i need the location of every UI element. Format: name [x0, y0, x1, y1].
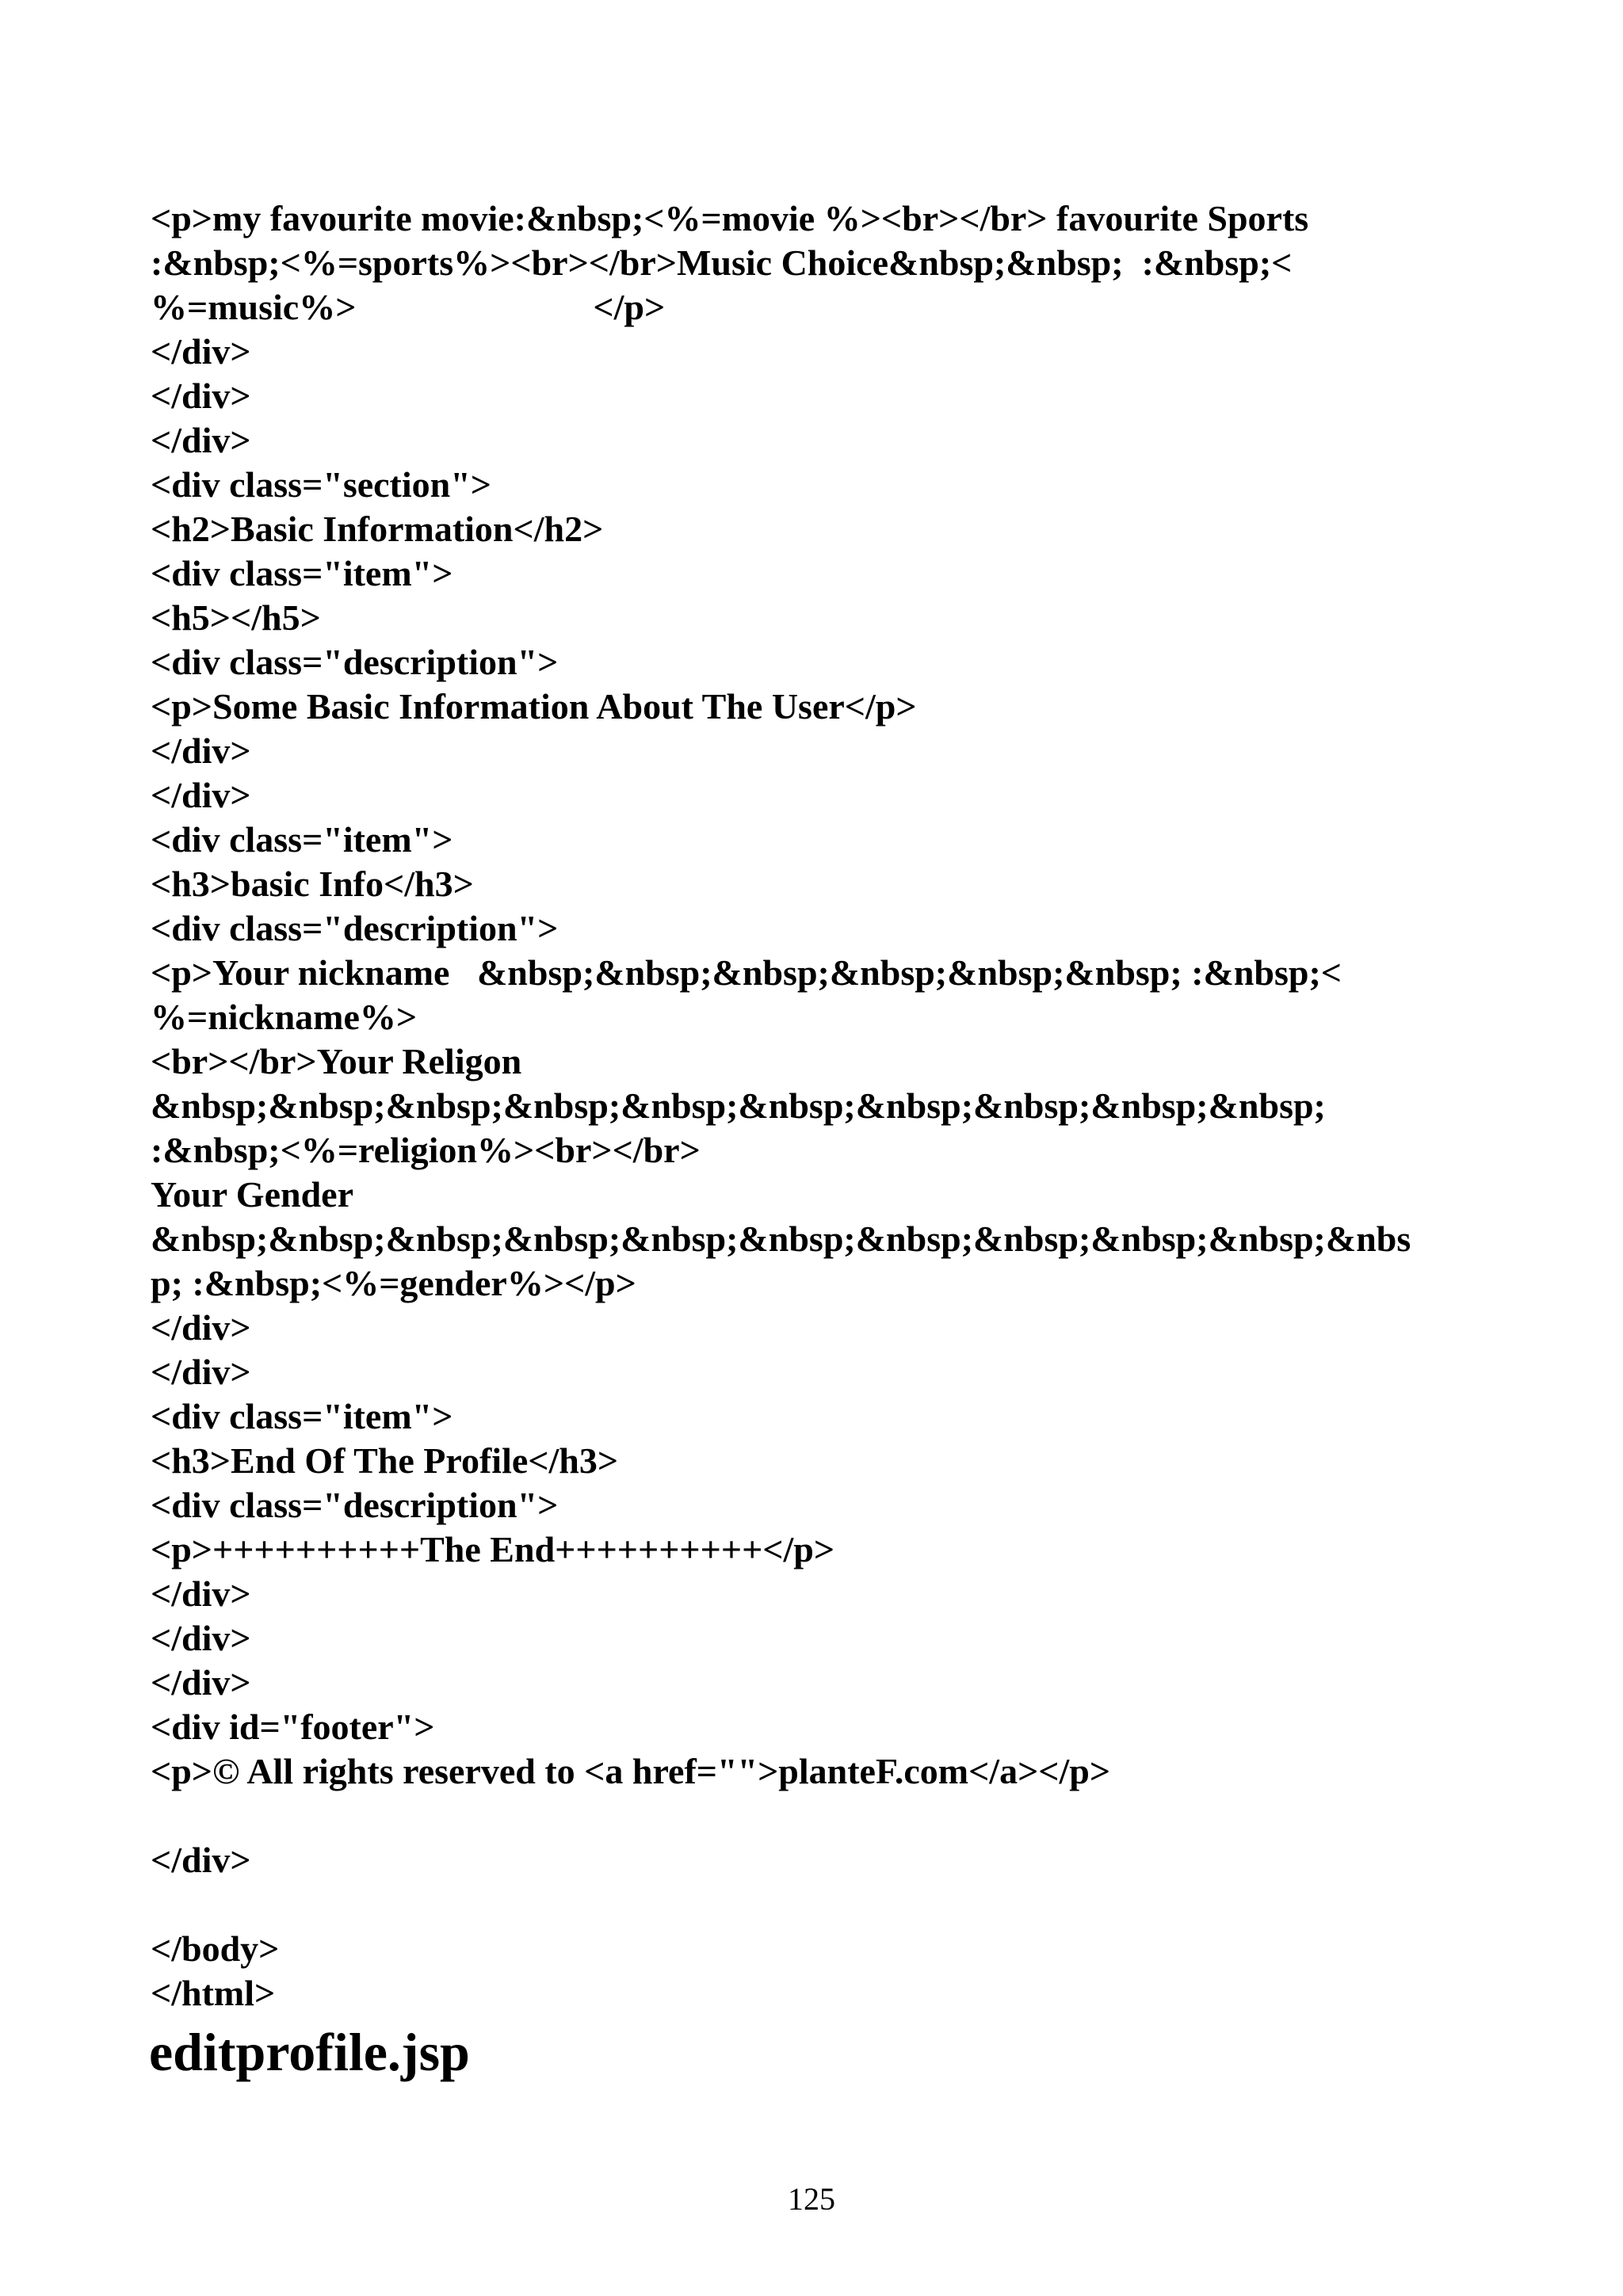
code-line: p; :&nbsp;<%=gender%></p>	[151, 1263, 636, 1303]
code-line: <div class="item">	[151, 553, 453, 593]
code-line: %=music%> </p>	[151, 287, 666, 327]
section-heading: editprofile.jsp	[149, 2022, 470, 2082]
code-line: </div>	[151, 1618, 251, 1658]
code-line: <div id="footer">	[151, 1707, 435, 1747]
code-line: </html>	[151, 1973, 276, 2013]
code-line: </div>	[151, 376, 251, 416]
code-line: <h2>Basic Information</h2>	[151, 509, 604, 549]
page-number: 125	[788, 2181, 835, 2217]
code-line: &nbsp;&nbsp;&nbsp;&nbsp;&nbsp;&nbsp;&nbsp;&nbsp;&nbsp;&nbsp;	[151, 1085, 1326, 1126]
code-line: Your Gender	[151, 1174, 353, 1215]
code-line: </div>	[151, 730, 251, 771]
code-line: <h3>basic Info</h3>	[151, 864, 474, 904]
code-line: <h5></h5>	[151, 597, 321, 638]
code-line: <p>© All rights reserved to <a href="">planteF.com</a></p>	[151, 1751, 1111, 1791]
code-line: </div>	[151, 420, 251, 460]
code-line	[151, 1794, 1529, 1838]
code-line: %=nickname%>	[151, 997, 418, 1037]
code-line: </div>	[151, 1573, 251, 1614]
code-line	[151, 1882, 1529, 1927]
code-line: &nbsp;&nbsp;&nbsp;&nbsp;&nbsp;&nbsp;&nbsp;&nbsp;&nbsp;&nbsp;&nbs	[151, 1219, 1411, 1259]
code-line: </div>	[151, 331, 251, 372]
code-line: <div class="item">	[151, 1396, 453, 1436]
code-line: <div class="section">	[151, 464, 491, 505]
code-line: </body>	[151, 1928, 280, 1969]
code-line: </div>	[151, 1662, 251, 1703]
code-line: <br></br>Your Religon	[151, 1041, 522, 1081]
code-line: </div>	[151, 1840, 251, 1880]
code-line: :&nbsp;<%=sports%><br></br>Music Choice&nbsp;&nbsp; :&nbsp;<	[151, 242, 1293, 283]
code-line: <p>my favourite movie:&nbsp;<%=movie %><br></br> favourite Sports	[151, 198, 1309, 238]
code-line: <p>Some Basic Information About The User</p>	[151, 686, 917, 727]
code-line: </div>	[151, 775, 251, 815]
code-line: </div>	[151, 1307, 251, 1348]
code-line: <div class="item">	[151, 819, 453, 860]
code-line: <div class="description">	[151, 642, 559, 682]
code-line: <p>Your nickname &nbsp;&nbsp;&nbsp;&nbsp;&nbsp;&nbsp; :&nbsp;<	[151, 952, 1342, 993]
code-line: <p>++++++++++The End++++++++++</p>	[151, 1529, 835, 1569]
code-line: <h3>End Of The Profile</h3>	[151, 1440, 619, 1481]
code-line: <div class="description">	[151, 1485, 559, 1525]
code-line: :&nbsp;<%=religion%><br></br>	[151, 1130, 701, 1170]
code-line: </div>	[151, 1352, 251, 1392]
code-listing	[151, 196, 1529, 2016]
code-line: <div class="description">	[151, 908, 559, 948]
